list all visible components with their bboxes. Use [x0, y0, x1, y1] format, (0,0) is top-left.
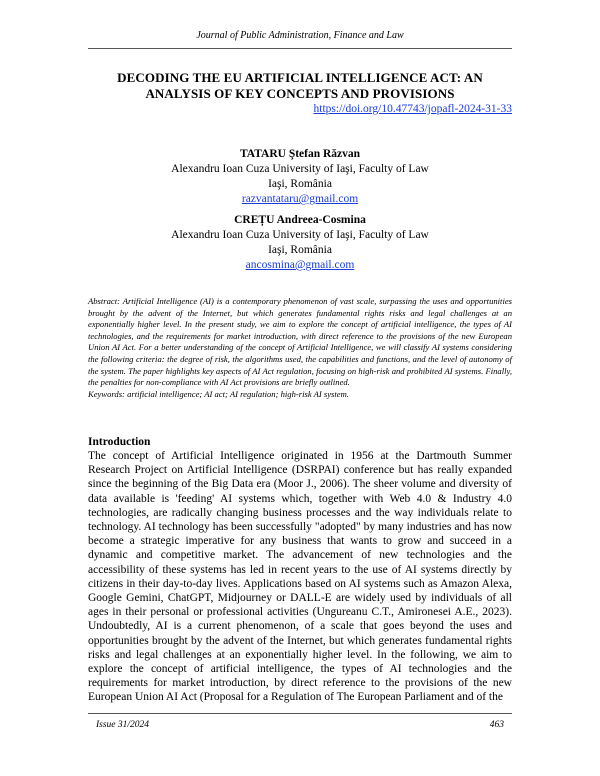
footer-rule — [88, 713, 512, 714]
doi-link[interactable]: https://doi.org/10.47743/jopafl-2024-31-33 — [313, 103, 512, 115]
paper-title-line-1: DECODING THE EU ARTIFICIAL INTELLIGENCE ACT: AN — [117, 70, 483, 85]
keywords: Keywords: artificial intelligence; AI act; AI regulation; high-risk AI system. — [88, 388, 349, 399]
paper-title — [88, 70, 512, 102]
author-name: CREȚU Andreea-Cosmina — [234, 214, 366, 226]
abstract-text: Abstract: Artificial Intelligence (AI) is a contemporary phenomenon of vast scale, surpassing the uses and opportunities brought by the advent of the Internet, but which generates fundamental rights risks and legal challenges at an exponentially higher level. In the present study, we aim to explore the concept of artificial intelligence, the types of AI technologies, and the requirements for market introduction, with direct reference to the provisions of the new European Union AI Act. For a better understanding of the concept of Artificial Intelligence, we will classify AI systems considering the following criteria: the degree of risk, the algorithms used, the capabilities and functions, and the level of autonomy of the system. The paper highlights key aspects of AI Act regulation, focusing on high-risk and prohibited AI systems. Finally, the penalties for non-compliance with AI Act provisions are briefly outlined. — [88, 296, 512, 388]
abstract — [88, 296, 512, 400]
author-block-2 — [88, 213, 512, 273]
author-affiliation: Alexandru Ioan Cuza University of Iaşi, Faculty of Law — [171, 163, 429, 175]
author-email-link[interactable]: ancosmina@gmail.com — [245, 259, 355, 271]
footer-issue: Issue 31/2024 — [96, 720, 150, 730]
author-location: Iaşi, România — [268, 178, 332, 190]
author-affiliation: Alexandru Ioan Cuza University of Iaşi, Faculty of Law — [171, 229, 429, 241]
journal-header: Journal of Public Administration, Finance and Law — [196, 30, 404, 41]
author-name: TATARU Ştefan Răzvan — [239, 148, 361, 160]
author-block-1 — [88, 147, 512, 207]
author-email-link[interactable]: razvantataru@gmail.com — [241, 193, 359, 205]
introduction-body: The concept of Artificial Intelligence originated in 1956 at the Dartmouth Summer Research Project on Artificial Intelligence (DSRPAI) conference but has really expanded since the beginning of the Big Data era (Moor J., 2006). The sheer volume and diversity of data available is 'feeding' AI systems which, together with Web 4.0 & Industry 4.0 technologies, are radically changing business processes and the way individuals relate to technology. AI technology has been successfully "adopted" by many industries and has now become a strategic imperative for any business that wants to grow and succeed in a dynamic and competitive market. The advancement of new technologies and the accessibility of these systems has led in recent years to the use of AI systems directly by citizens in their day-to-day lives. Applications based on AI systems such as Amazon Alexa, Google Gemini, ChatGPT, Midjourney or DALL-E are widely used by individuals of all ages in their personal or professional activities (Ungureanu C.T., Amironesei A.E., 2023). Undoubtedly, AI is a current phenomenon, of a scale that goes beyond the uses and opportunities brought by the advent of the Internet, but which generates fundamental rights risks and legal challenges at an exponentially higher level. In the following, we aim to explore the concept of artificial intelligence, the types of AI technologies and the requirements for market introduction, by direct reference to the provisions of the new European Union AI Act (Proposal for a Regulation of The European Parliament and of the — [88, 450, 512, 704]
author-location: Iaşi, România — [268, 244, 332, 256]
paper-title-line-2: ANALYSIS OF KEY CONCEPTS AND PROVISIONS — [145, 86, 455, 101]
footer-page-number: 463 — [489, 720, 504, 730]
header-rule — [88, 48, 512, 49]
section-heading-introduction: Introduction — [88, 436, 151, 448]
